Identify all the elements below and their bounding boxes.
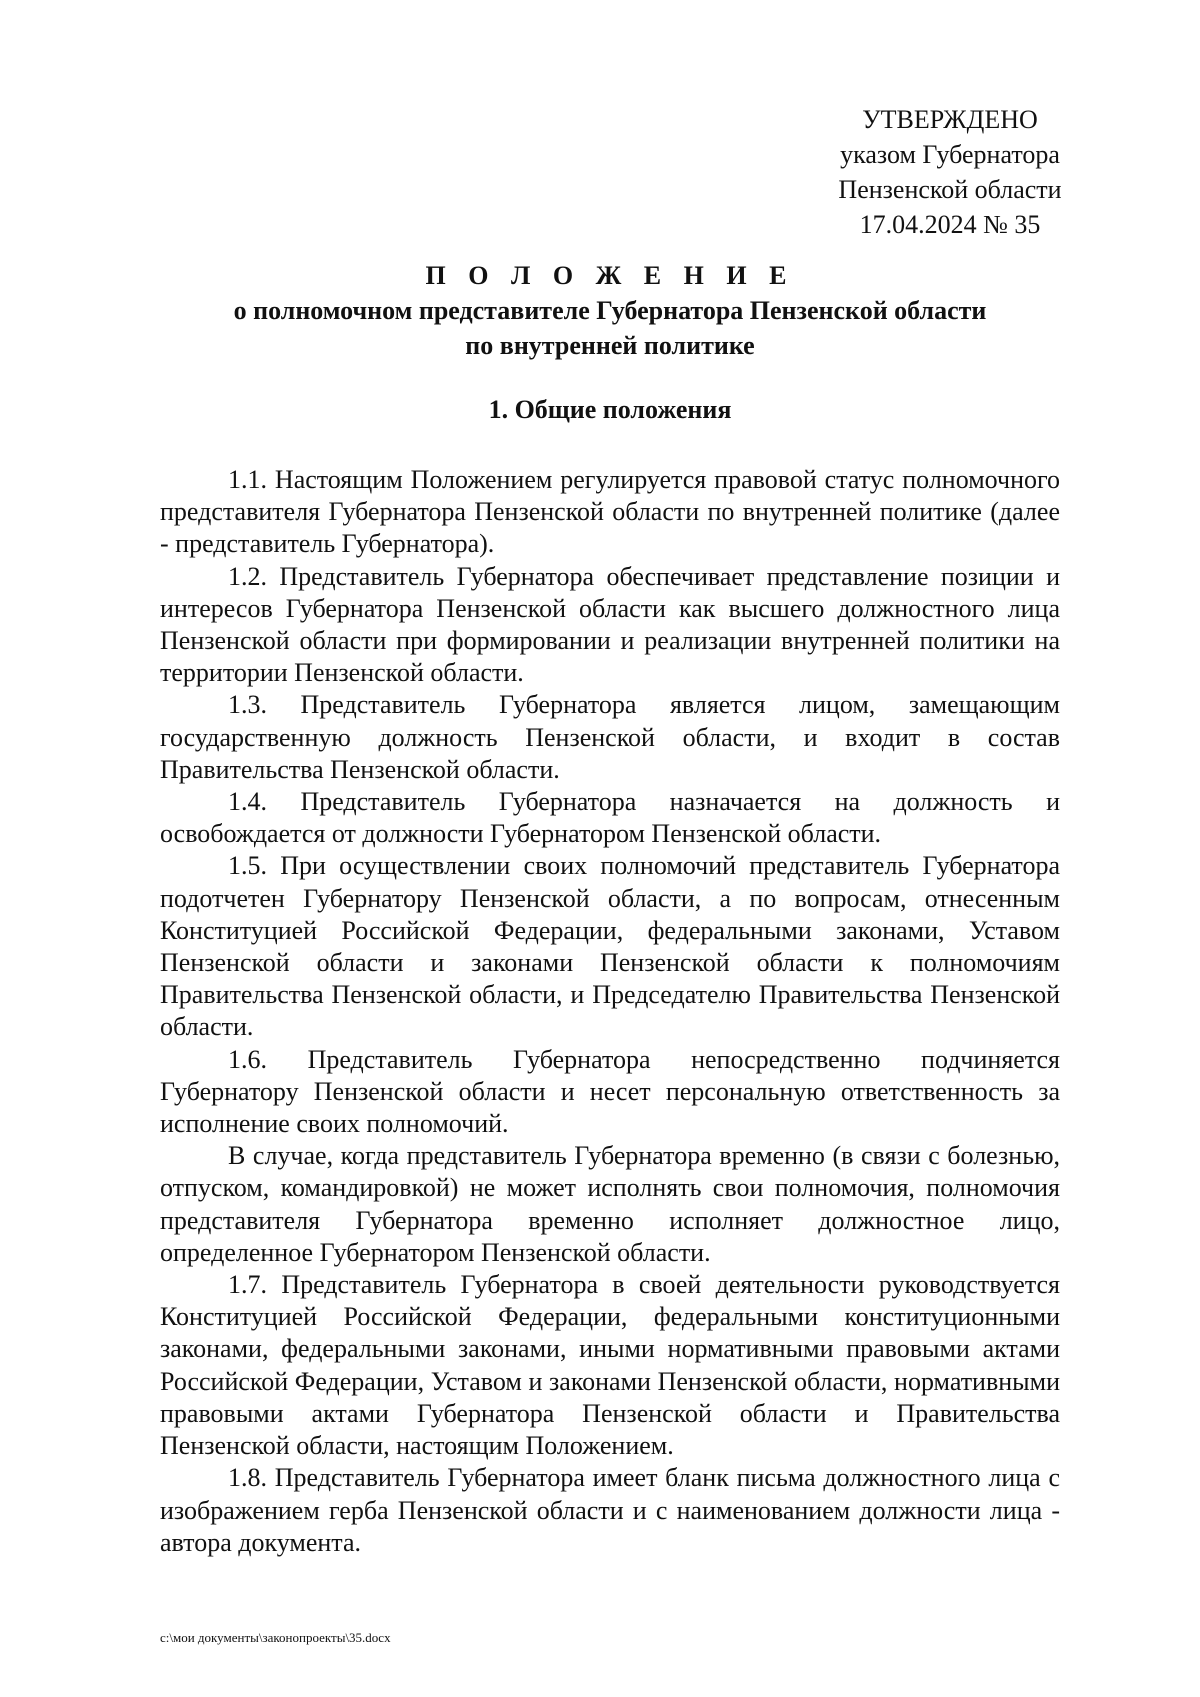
paragraph-1-4: 1.4. Представитель Губернатора назначается на должность и освобождается от должности Губернатором Пензенской области.	[160, 787, 1060, 849]
document-subject-line-1: о полномочном представителе Губернатора Пензенской области	[233, 296, 987, 325]
approval-status: УТВЕРЖДЕНО	[862, 105, 1038, 134]
paragraph-1-6-continued: В случае, когда представитель Губернатора временно (в связи с болезнью, отпуском, командировкой) не может исполнять свои полномочия, полномочия представителя Губернатора временно исполняет должностное лицо, определенное Губернатором Пензенской области.	[160, 1141, 1060, 1267]
paragraph-1-5: 1.5. При осуществлении своих полномочий представитель Губернатора подотчетен Губернатору Пензенской области, а по вопросам, отнесенным Конституцией Российской Федерации, федеральными законами, Уставом Пензенской области и законами Пензенской области к полномочиям Правительства Пензенской области, и Председателю Правительства Пензенской области.	[160, 851, 1060, 1042]
paragraph-1-8: 1.8. Представитель Губернатора имеет бланк письма должностного лица с изображением герба Пензенской области и с наименованием должности лица - автора документа.	[160, 1463, 1060, 1557]
approval-region: Пензенской области	[838, 175, 1062, 204]
paragraph-1-2: 1.2. Представитель Губернатора обеспечивает представление позиции и интересов Губернатора Пензенской области как высшего должностного лица Пензенской области при формировании и реализации внутренней политики на территории Пензенской области.	[160, 561, 1060, 688]
paragraph-1-3: 1.3. Представитель Губернатора является лицом, замещающим государственную должность Пензенской области, и входит в состав Правительства Пензенской области.	[160, 690, 1060, 784]
footer-file-path: c:\мои документы\законопроекты\35.docx	[160, 1630, 391, 1645]
approval-date-number: 17.04.2024 № 35	[859, 210, 1041, 239]
document-body	[160, 464, 1060, 1559]
paragraph-1-6: 1.6. Представитель Губернатора непосредственно подчиняется Губернатору Пензенской области и несет персональную ответственность за исполнение своих полномочий.	[160, 1044, 1060, 1139]
section-heading: 1. Общие положения	[488, 395, 732, 424]
document-type: П О Л О Ж Е Н И Е	[425, 261, 795, 290]
paragraph-1-1: 1.1. Настоящим Положением регулируется правовой статус полномочного представителя Губернатора Пензенской области по внутренней политике (далее - представитель Губернатора).	[160, 465, 1060, 559]
approval-by: указом Губернатора	[840, 140, 1060, 169]
document-title	[160, 258, 1060, 363]
approval-stamp	[800, 102, 1100, 242]
document-subject-line-2: по внутренней политике	[465, 331, 755, 360]
paragraph-1-7: 1.7. Представитель Губернатора в своей деятельности руководствуется Конституцией Российской Федерации, федеральными конституционными законами, федеральными законами, иными нормативными правовыми актами Российской Федерации, Уставом и законами Пензенской области, нормативными правовыми актами Губернатора Пензенской области и Правительства Пензенской области, настоящим Положением.	[160, 1270, 1060, 1461]
